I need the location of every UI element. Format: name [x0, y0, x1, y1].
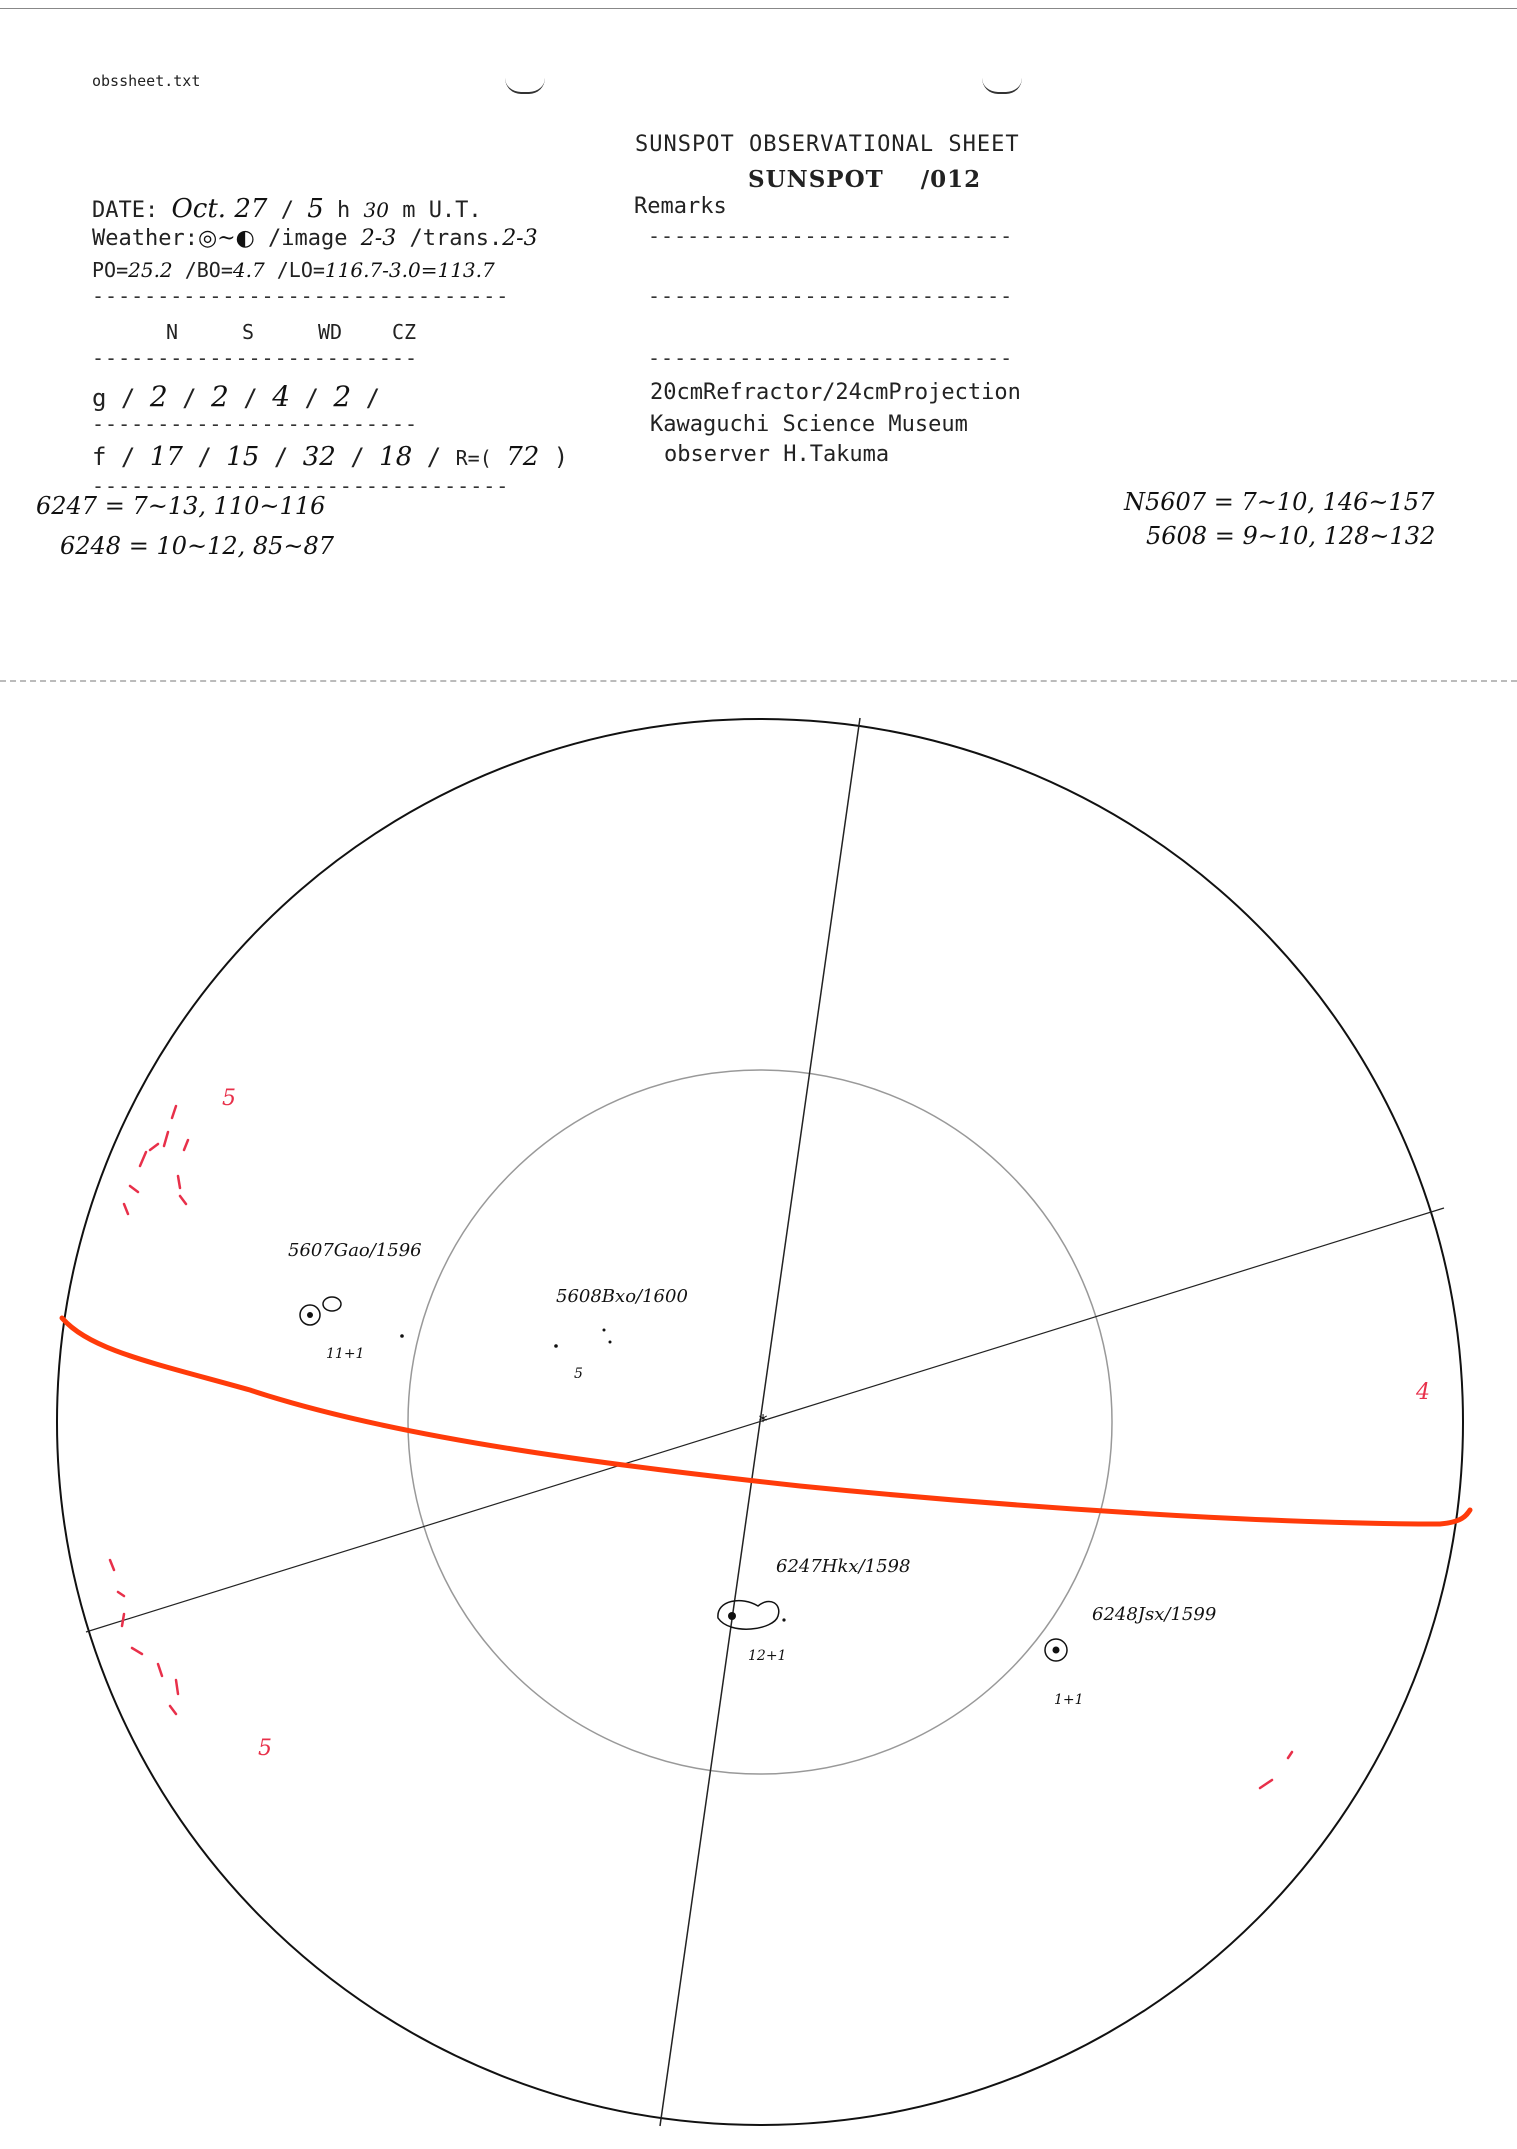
r-label: R=( [455, 446, 492, 470]
spot-label-6247: 6247Hkx/1598 [776, 1556, 911, 1577]
spot-6247-dot [782, 1618, 785, 1621]
sheet-number: /012 [920, 166, 982, 193]
bo-label: /BO= [184, 258, 233, 282]
divider-4: -------------------------------- [92, 474, 510, 498]
spot-count-6248: 1+1 [1054, 1692, 1084, 1708]
hour-unit: h [336, 198, 351, 223]
museum: Kawaguchi Science Museum [650, 412, 968, 437]
divider-2: ------------------------- [92, 346, 419, 370]
note-right-2: 5608 = 9~10, 128~132 [1146, 522, 1436, 550]
g-label: g [92, 384, 107, 412]
lo-label: /LO= [276, 258, 325, 282]
spot-6247-umbra [728, 1612, 736, 1620]
faculae-marks-sw [110, 1560, 178, 1714]
spot-6248-umbra [1053, 1647, 1060, 1654]
g-n: 2 [149, 380, 168, 413]
f-wd: 32 [302, 442, 336, 472]
red-mark-nw: 5 [222, 1086, 236, 1111]
spot-count-5608: 5 [574, 1366, 583, 1382]
trans-label: /trans. [409, 226, 503, 251]
spot-5608-dot-1 [554, 1344, 558, 1348]
spot-5607-dot [400, 1334, 404, 1338]
weather-value: ◎~◐ [197, 226, 255, 251]
col-s: S [242, 320, 255, 344]
g-row: g / 2 / 2 / 4 / 2 / [92, 380, 381, 413]
g-wd: 4 [272, 380, 291, 413]
date-value: Oct. 27 [171, 194, 268, 224]
weather-label: Weather: [92, 226, 198, 251]
spot-5608-dot-3 [609, 1341, 612, 1344]
note-right-1: N5607 = 7~10, 146~157 [1124, 488, 1435, 516]
observer: observer H.Takuma [664, 442, 890, 467]
col-n: N [166, 320, 179, 344]
r-value: 72 [506, 442, 540, 472]
time-zone: U.T. [428, 198, 482, 223]
spot-count-6247: 12+1 [748, 1648, 787, 1664]
red-mark-sw: 5 [258, 1736, 272, 1761]
r-close: ) [553, 443, 569, 471]
image-value: 2-3 [360, 226, 397, 251]
red-mark-e: 4 [1416, 1380, 1430, 1405]
bo-value: 4.7 [232, 258, 265, 282]
subtitle-text: SUNSPOT [748, 166, 884, 193]
spot-5607-umbra [307, 1312, 313, 1318]
remarks-label: Remarks [634, 194, 727, 219]
col-cz: CZ [392, 320, 417, 344]
spot-label-5607: 5607Gao/1596 [288, 1240, 422, 1261]
lo-value: 116.7-3.0=113.7 [324, 258, 495, 282]
divider-3: ------------------------- [92, 412, 419, 436]
faculae-marks-nw [124, 1106, 188, 1214]
f-row: f / 17 / 15 / 32 / 18 / R=( 72 ) [92, 442, 569, 472]
po-value: 25.2 [128, 258, 173, 282]
col-wd: WD [318, 320, 343, 344]
note-left-2: 6248 = 10~12, 85~87 [60, 532, 335, 560]
faculae-marks-se [1260, 1752, 1292, 1788]
f-cz: 18 [379, 442, 413, 472]
time-minute: 30 [363, 198, 389, 222]
spot-5607-follower [323, 1297, 341, 1311]
image-label: /image [268, 226, 348, 251]
center-mark: * [757, 1411, 769, 1432]
f-s: 15 [226, 442, 260, 472]
note-left-1: 6247 = 7~13, 110~116 [36, 492, 326, 520]
sheet-title: SUNSPOT OBSERVATIONAL SHEET [635, 132, 1020, 157]
file-name: obssheet.txt [92, 72, 201, 90]
f-n: 17 [149, 442, 183, 472]
f-label: f [92, 443, 107, 471]
spot-label-5608: 5608Bxo/1600 [556, 1286, 688, 1307]
remarks-line-1: ---------------------------- [648, 224, 1014, 248]
date-line: DATE: Oct. 27 / 5 h 30 m U.T. [92, 194, 482, 224]
po-label: PO= [92, 258, 129, 282]
divider-1: -------------------------------- [92, 284, 510, 308]
spot-5608-dot-2 [603, 1329, 606, 1332]
trans-value: 2-3 [502, 226, 538, 251]
instrument: 20cmRefractor/24cmProjection [650, 380, 1021, 405]
spot-label-6248: 6248Jsx/1599 [1092, 1604, 1217, 1625]
remarks-line-3: ---------------------------- [648, 346, 1014, 370]
remarks-line-2: ---------------------------- [648, 284, 1014, 308]
time-hour: 5 [307, 194, 324, 224]
g-cz: 2 [333, 380, 352, 413]
spot-count-5607: 11+1 [326, 1346, 365, 1362]
minute-unit: m [402, 198, 416, 223]
g-s: 2 [211, 380, 229, 413]
spot-6247-penumbra [718, 1601, 779, 1630]
date-label: DATE: [92, 198, 159, 223]
